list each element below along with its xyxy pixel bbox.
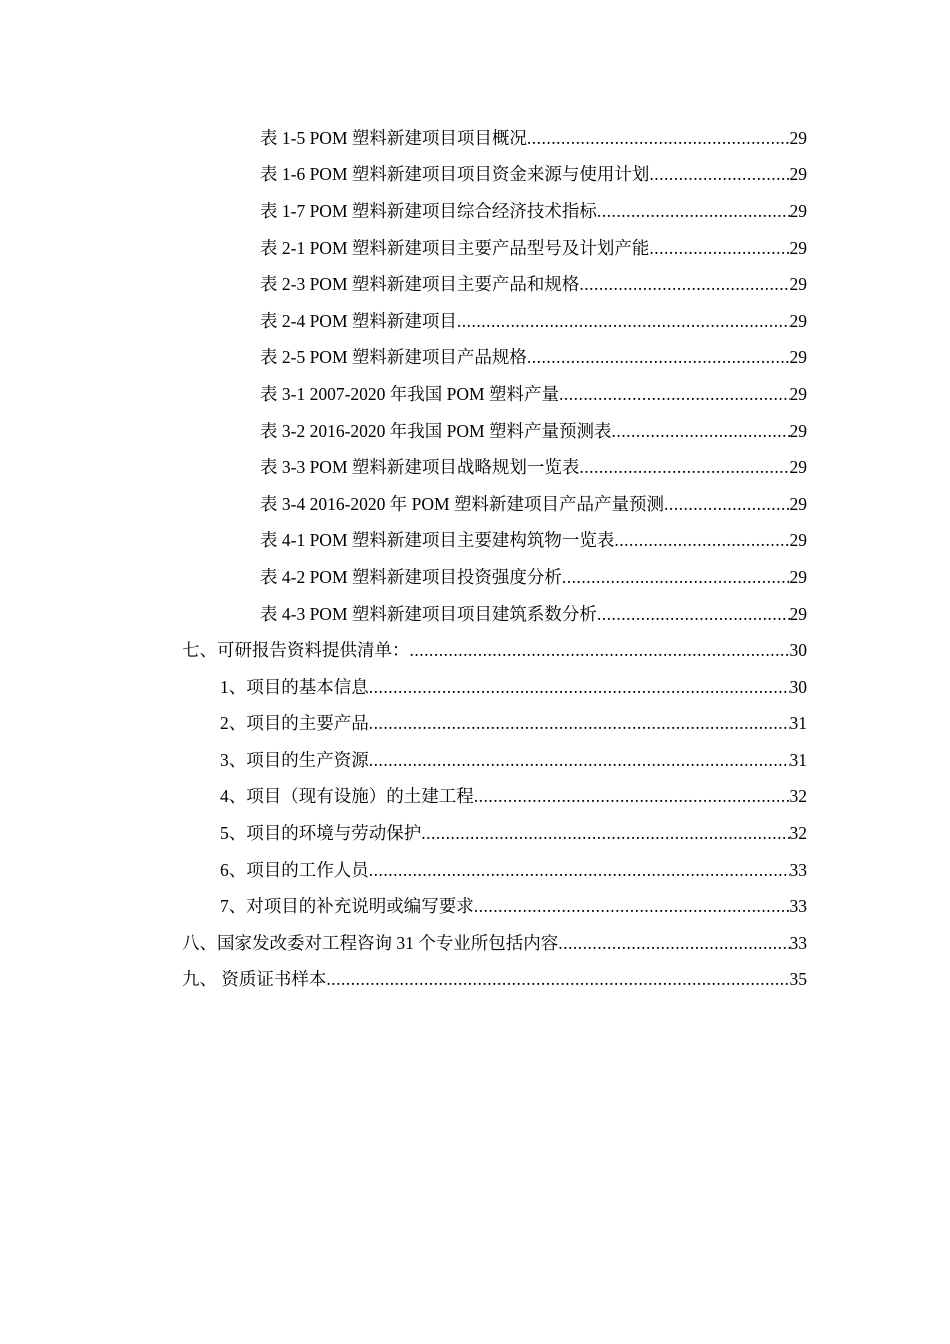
toc-entry[interactable] [0,302,950,339]
toc-entry-line [260,161,807,186]
toc-page-number: 29 [789,530,807,551]
toc-entry-line [220,783,807,808]
toc-page-number: 31 [789,749,807,770]
toc-entry-title: 表 1-6 POM 塑料新建项目项目资金来源与使用计划 [260,164,650,185]
toc-page-number: 33 [789,896,807,917]
toc-entry[interactable] [0,887,950,924]
toc-page-number: 29 [789,127,807,148]
toc-entry-title: 表 3-2 2016-2020 年我国 POM 塑料产量预测表 [260,420,612,441]
toc-dot-leader [559,384,790,405]
toc-dot-leader [579,274,789,295]
toc-dot-leader [558,933,789,954]
toc-entry-line [260,601,807,626]
toc-dot-leader [326,969,789,990]
toc-page-number: 30 [789,676,807,697]
toc-entry-line [182,966,807,991]
toc-entry-line [260,381,807,406]
toc-entry-line [260,491,807,516]
toc-dot-leader [369,750,790,771]
toc-entry[interactable] [0,339,950,376]
toc-entry[interactable] [0,229,950,266]
toc-entry-line [260,454,807,479]
table-of-contents [0,119,950,997]
toc-entry[interactable] [0,265,950,302]
toc-entry[interactable] [0,448,950,485]
toc-entry-title: 2、项目的主要产品 [220,713,369,734]
toc-page-number: 32 [789,786,807,807]
toc-entry-title: 表 2-3 POM 塑料新建项目主要产品和规格 [260,274,580,295]
toc-entry-line [182,930,807,955]
toc-entry-title: 表 3-1 2007-2020 年我国 POM 塑料产量 [260,383,559,404]
toc-entry-line [220,747,807,772]
toc-entry-title: 表 2-5 POM 塑料新建项目产品规格 [260,347,527,368]
toc-dot-leader [611,421,789,442]
toc-page-number: 29 [789,200,807,221]
toc-page-number: 35 [789,969,807,990]
toc-entry-title: 八、国家发改委对工程咨询 31 个专业所包括内容 [182,932,559,953]
toc-entry[interactable] [0,851,950,888]
toc-dot-leader [579,457,789,478]
toc-entry-title: 表 2-4 POM 塑料新建项目 [260,310,457,331]
toc-entry-line [220,857,807,882]
toc-page-number: 33 [789,859,807,880]
toc-dot-leader [527,128,790,149]
toc-entry[interactable] [0,522,950,559]
toc-entry-line [260,235,807,260]
toc-page-number: 33 [789,932,807,953]
toc-entry-line [260,198,807,223]
toc-page-number: 29 [789,347,807,368]
toc-entry[interactable] [0,595,950,632]
toc-entry-title: 5、项目的环境与劳动保护 [220,823,422,844]
toc-entry-title: 表 1-7 POM 塑料新建项目综合经济技术指标 [260,200,597,221]
toc-page-number: 29 [789,310,807,331]
toc-entry[interactable] [0,485,950,522]
toc-entry[interactable] [0,192,950,229]
toc-entry[interactable] [0,558,950,595]
toc-page-number: 29 [789,493,807,514]
toc-entry-title: 7、对项目的补充说明或编写要求 [220,896,474,917]
toc-page-number: 32 [789,823,807,844]
toc-entry[interactable] [0,741,950,778]
toc-entry-line [260,308,807,333]
toc-dot-leader [457,311,790,332]
toc-page-number: 30 [789,640,807,661]
toc-entry[interactable] [0,924,950,961]
toc-entry-title: 九、 资质证书样本 [182,969,327,990]
toc-entry-title: 表 3-4 2016-2020 年 POM 塑料新建项目产品产量预测 [260,493,664,514]
toc-dot-leader [474,896,790,917]
toc-page-number: 29 [789,237,807,258]
toc-page-number: 29 [789,164,807,185]
toc-entry-title: 表 4-2 POM 塑料新建项目投资强度分析 [260,566,562,587]
toc-entry-title: 表 2-1 POM 塑料新建项目主要产品型号及计划产能 [260,237,650,258]
toc-entry[interactable] [0,375,950,412]
toc-dot-leader [527,347,790,368]
toc-entry[interactable] [0,705,950,742]
toc-entry-title: 1、项目的基本信息 [220,676,369,697]
toc-entry-line [260,564,807,589]
toc-dot-leader [597,201,790,222]
toc-entry[interactable] [0,412,950,449]
toc-entry-line [220,710,807,735]
toc-entry-line [220,674,807,699]
toc-page-number: 29 [789,420,807,441]
toc-entry-title: 6、项目的工作人员 [220,859,369,880]
toc-dot-leader [369,860,790,881]
toc-entry[interactable] [0,156,950,193]
toc-entry-title: 表 4-1 POM 塑料新建项目主要建构筑物一览表 [260,530,615,551]
toc-entry-title: 表 3-3 POM 塑料新建项目战略规划一览表 [260,457,580,478]
toc-entry-title: 4、项目（现有设施）的土建工程 [220,786,474,807]
toc-entry-title: 表 4-3 POM 塑料新建项目项目建筑系数分析 [260,603,597,624]
toc-entry-line [260,271,807,296]
toc-entry[interactable] [0,668,950,705]
toc-entry-line [260,344,807,369]
toc-page-number: 29 [789,457,807,478]
toc-dot-leader [649,238,789,259]
toc-dot-leader [410,640,790,661]
toc-page-number: 29 [789,383,807,404]
toc-dot-leader [664,494,790,515]
toc-dot-leader [597,604,790,625]
toc-page-number: 29 [789,566,807,587]
toc-dot-leader [649,164,789,185]
toc-entry-title: 3、项目的生产资源 [220,749,369,770]
toc-entry-line [220,893,807,918]
toc-page-number: 29 [789,603,807,624]
toc-entry[interactable] [0,119,950,156]
toc-entry-line [220,820,807,845]
toc-entry-line [260,125,807,150]
toc-entry[interactable] [0,961,950,998]
toc-entry-title: 七、可研报告资料提供清单： [182,640,410,661]
toc-dot-leader [614,530,789,551]
toc-dot-leader [369,713,790,734]
toc-dot-leader [562,567,790,588]
toc-entry-title: 表 1-5 POM 塑料新建项目项目概况 [260,127,527,148]
toc-page-number: 31 [789,713,807,734]
toc-entry[interactable] [0,631,950,668]
toc-dot-leader [369,677,790,698]
toc-dot-leader [421,823,789,844]
toc-entry-line [182,637,807,662]
toc-page-number: 29 [789,274,807,295]
toc-entry-line [260,418,807,443]
toc-entry[interactable] [0,778,950,815]
toc-dot-leader [474,786,790,807]
toc-entry-line [260,527,807,552]
toc-entry[interactable] [0,814,950,851]
